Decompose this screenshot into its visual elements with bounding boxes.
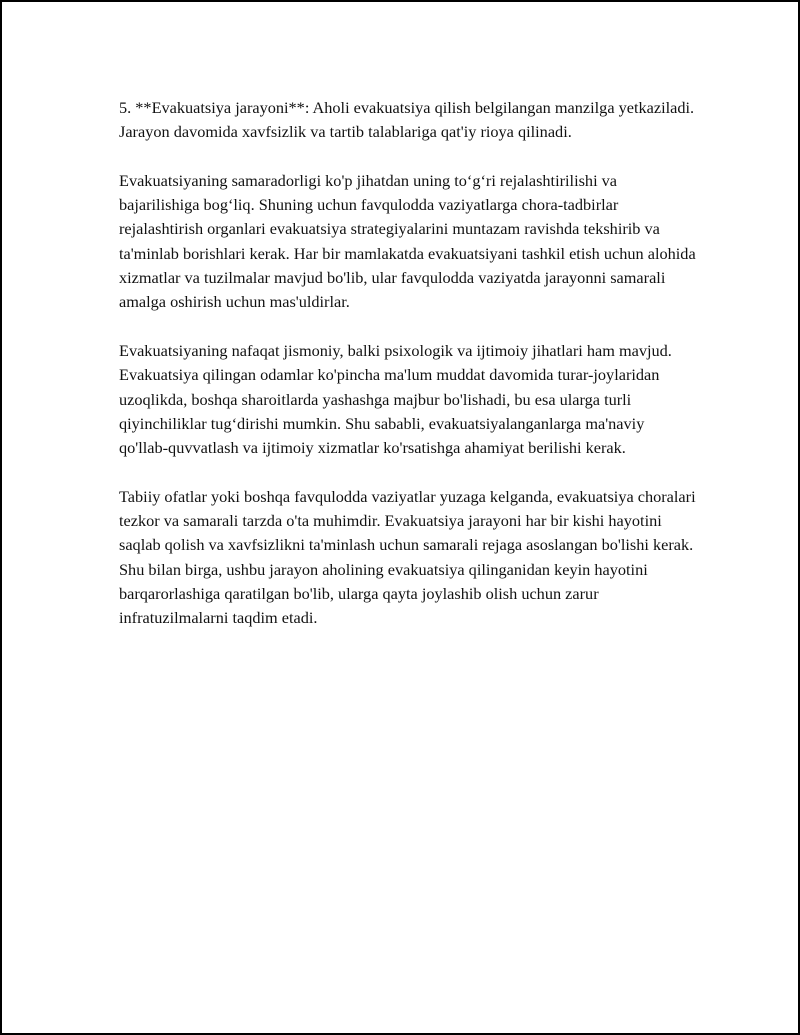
document-body xyxy=(119,96,697,655)
paragraph-psychological-aspects: Evakuatsiyaning nafaqat jismoniy, balki psixologik va ijtimoiy jihatlari ham mavjud. Evakuatsiya qilingan odamlar ko'pincha ma'lum muddat davomida turar-joylaridan uzoqlikda, boshqa sharoitlarda yashashga majbur bo'lishadi, bu esa ularga turli qiyinchiliklar tug‘dirishi mumkin. Shu sababli, evakuatsiyalanganlarga ma'naviy qo'llab-quvvatlash va ijtimoiy xizmatlar ko'rsatishga ahamiyat berilishi kerak. xyxy=(119,340,672,458)
paragraph-evacuation-process: 5. **Evakuatsiya jarayoni**: Aholi evakuatsiya qilish belgilangan manzilga yetkaziladi. Jarayon davomida xavfsizlik va tartib talablariga qat'iy rioya qilinadi. xyxy=(119,98,695,142)
paragraph-evacuation-effectiveness: Evakuatsiyaning samaradorligi ko'p jihatdan uning to‘g‘ri rejalashtirilishi va bajarilishiga bog‘liq. Shuning uchun favqulodda vaziyatlarga chora-tadbirlar rejalashtirish organlari evakuatsiya strategiyalarini muntazam ravishda tekshirib va ta'minlab borishlari kerak. Har bir mamlakatda evakuatsiyani tashkil etish uchun alohida xizmatlar va tuzilmalar mavjud bo'lib, ular favqulodda vaziyatda jarayonni samarali amalga oshirish uchun mas'uldirlar. xyxy=(119,170,696,312)
paragraph-natural-disasters: Tabiiy ofatlar yoki boshqa favqulodda vaziyatlar yuzaga kelganda, evakuatsiya choralari tezkor va samarali tarzda o'ta muhimdir. Evakuatsiya jarayoni har bir kishi hayotini saqlab qolish va xavfsizlikni ta'minlash uchun samarali rejaga asoslangan bo'lishi kerak. Shu bilan birga, ushbu jarayon aholining evakuatsiya qilinganidan keyin hayotini barqarorlashiga qaratilgan bo'lib, ularga qayta joylashib olish uchun zarur infratuzilmalarni taqdim etadi. xyxy=(119,486,696,628)
